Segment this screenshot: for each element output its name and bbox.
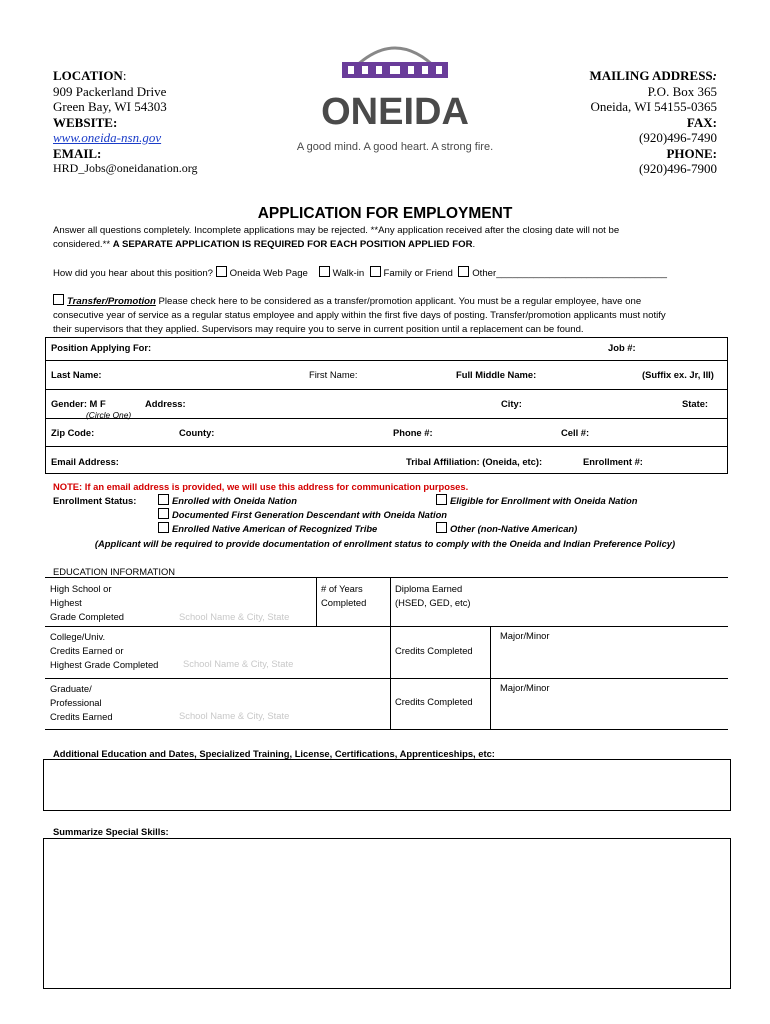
high-school-label xyxy=(50,582,124,624)
college-label xyxy=(50,630,158,672)
form-title: APPLICATION FOR EMPLOYMENT xyxy=(257,205,513,222)
college-major-minor[interactable]: Major/Minor xyxy=(500,630,550,641)
family-friend-label: Family or Friend xyxy=(383,268,453,279)
other-checkbox[interactable] xyxy=(458,266,469,277)
enrollment-option-eligible[interactable] xyxy=(436,494,638,506)
web-page-label: Oneida Web Page xyxy=(229,268,308,279)
preference-policy-note: (Applicant will be required to provide documentation of enrollment status to comply with the Oneida and Indian Preference Policy) xyxy=(94,538,676,549)
hear-question: How did you hear about this position? xyxy=(53,268,213,279)
walk-in-checkbox[interactable] xyxy=(319,266,330,277)
years-completed-label xyxy=(321,582,366,610)
tribal-affiliation-label[interactable]: Tribal Affiliation: (Oneida, etc): xyxy=(406,456,543,467)
oneida-logo xyxy=(290,36,500,161)
mailing-label: MAILING ADDRESS xyxy=(589,68,713,83)
logo-wordmark: ONEIDA xyxy=(321,91,469,133)
family-friend-checkbox[interactable] xyxy=(370,266,381,277)
native-american-label: Enrolled Native American of Recognized Tribe xyxy=(172,523,378,534)
mailing-line2: Oneida, WI 54155-0365 xyxy=(590,99,717,114)
personal-info-table xyxy=(45,337,728,474)
city-label[interactable]: City: xyxy=(501,398,522,409)
graduate-label xyxy=(50,682,113,724)
years-line2: Completed xyxy=(321,597,367,608)
web-page-checkbox[interactable] xyxy=(216,266,227,277)
graduate-credits-completed[interactable]: Credits Completed xyxy=(395,696,473,707)
intro-line2a: considered.** xyxy=(53,239,113,250)
fax-value: (920)496-7490 xyxy=(639,130,717,145)
website-label: WEBSITE: xyxy=(53,114,118,130)
hs-line1: High School or xyxy=(50,583,112,594)
college-line1: College/Univ. xyxy=(50,631,106,642)
intro-line1: Answer all questions completely. Incomplete applications may be rejected. **Any application received after the closing date will not be xyxy=(53,225,620,236)
suffix-label[interactable]: (Suffix ex. Jr, III) xyxy=(642,369,714,380)
enrollment-number-label[interactable]: Enrollment #: xyxy=(583,456,643,467)
additional-education-label: Additional Education and Dates, Specialized Training, License, Certifications, Apprenticeships, etc: xyxy=(53,748,495,759)
last-name-label[interactable]: Last Name: xyxy=(51,369,102,380)
first-name-label[interactable]: First Name: xyxy=(309,369,358,380)
hs-line2: Highest xyxy=(50,597,82,608)
transfer-label: Transfer/Promotion xyxy=(67,296,156,307)
enrollment-status-label: Enrollment Status: xyxy=(53,495,137,506)
non-native-label: Other (non-Native American) xyxy=(450,523,578,534)
transfer-text1: Please check here to be considered as a transfer/promotion applicant. You must be a regular employee, have one xyxy=(155,296,642,307)
email-note: NOTE: If an email address is provided, we will use this address for communication purposes. xyxy=(53,481,469,492)
phone-value: (920)496-7900 xyxy=(639,161,717,176)
graduate-school-input[interactable]: School Name & City, State xyxy=(179,710,290,721)
eligible-label: Eligible for Enrollment with Oneida Nation xyxy=(450,495,638,506)
descendant-checkbox[interactable] xyxy=(158,508,169,519)
eligible-checkbox[interactable] xyxy=(436,494,447,505)
transfer-text3: their supervisors that they applied. Supervisors may require you to serve in current position until a replacement can be found. xyxy=(53,324,584,335)
hear-about-row xyxy=(53,266,733,281)
state-label[interactable]: State: xyxy=(682,398,709,409)
enrolled-oneida-checkbox[interactable] xyxy=(158,494,169,505)
diploma-line1: Diploma Earned xyxy=(395,583,463,594)
mailing-line1: P.O. Box 365 xyxy=(647,83,717,99)
grad-line1: Graduate/ xyxy=(50,683,92,694)
walk-in-label: Walk-in xyxy=(332,268,365,279)
diploma-line2: (HSED, GED, etc) xyxy=(395,597,471,608)
transfer-text2: consecutive year of service as a regular status employee and apply within the first five days of posting. Transfer/promotion applicants must notify xyxy=(53,310,666,321)
enrolled-oneida-label: Enrolled with Oneida Nation xyxy=(172,495,298,506)
location-line2: Green Bay, WI 54303 xyxy=(53,99,167,114)
email-address-label[interactable]: Email Address: xyxy=(51,456,119,467)
logo-tagline: A good mind. A good heart. A strong fire. xyxy=(296,141,494,153)
location-label: LOCATION xyxy=(53,68,123,83)
transfer-section xyxy=(53,294,733,337)
intro-line2c: . xyxy=(472,239,476,250)
fax-label: FAX: xyxy=(686,114,717,130)
native-american-checkbox[interactable] xyxy=(158,522,169,533)
hs-line3: Grade Completed xyxy=(50,611,124,622)
enrollment-option-descendant[interactable] xyxy=(158,508,447,520)
email-label: EMAIL: xyxy=(53,145,102,161)
location-line1: 909 Packerland Drive xyxy=(53,83,167,99)
college-school-input[interactable]: School Name & City, State xyxy=(183,658,294,669)
enrollment-option-other[interactable] xyxy=(436,522,577,534)
phone-label[interactable]: Phone #: xyxy=(393,427,433,438)
middle-name-label[interactable]: Full Middle Name: xyxy=(456,369,537,380)
diploma-label xyxy=(395,582,471,610)
additional-education-box[interactable] xyxy=(43,759,731,811)
other-label: Other________________________________ xyxy=(472,268,667,279)
county-label[interactable]: County: xyxy=(179,427,215,438)
separate-application-notice: A SEPARATE APPLICATION IS REQUIRED FOR EACH POSITION APPLIED FOR xyxy=(112,239,473,250)
zip-label[interactable]: Zip Code: xyxy=(51,427,95,438)
position-label[interactable]: Position Applying For: xyxy=(51,342,152,353)
education-heading: EDUCATION INFORMATION xyxy=(53,566,176,577)
website-link[interactable]: www.oneida-nsn.gov xyxy=(53,130,162,145)
enrollment-option-oneida[interactable] xyxy=(158,494,297,506)
email-value: HRD_Jobs@oneidanation.org xyxy=(53,161,198,175)
hs-school-input[interactable]: School Name & City, State xyxy=(179,611,290,622)
special-skills-label: Summarize Special Skills: xyxy=(53,826,169,837)
transfer-checkbox[interactable] xyxy=(53,294,64,305)
mailing-block: MAILING ADDRESS: P.O. Box 365 Oneida, WI 54155-0365 FAX: (920)496-7490 PHONE: (920)496-7900 xyxy=(589,68,717,176)
graduate-major-minor[interactable]: Major/Minor xyxy=(500,682,550,693)
cell-label[interactable]: Cell #: xyxy=(561,427,590,438)
location-block: LOCATION: 909 Packerland Drive Green Bay, WI 54303 WEBSITE: www.oneida-nsn.gov EMAIL: HRD_Jobs@oneidanation.org xyxy=(53,68,198,175)
enrollment-option-native[interactable] xyxy=(158,522,377,534)
non-native-checkbox[interactable] xyxy=(436,522,447,533)
education-table xyxy=(45,577,728,730)
special-skills-box[interactable] xyxy=(43,838,731,989)
job-number-label[interactable]: Job #: xyxy=(608,342,636,353)
grad-line3: Credits Earned xyxy=(50,711,113,722)
college-credits-completed[interactable]: Credits Completed xyxy=(395,645,473,656)
phone-label: PHONE: xyxy=(666,145,717,161)
circle-one-note: (Circle One) xyxy=(86,410,132,420)
college-line2: Credits Earned or xyxy=(50,645,124,656)
grad-line2: Professional xyxy=(50,697,102,708)
college-line3: Highest Grade Completed xyxy=(50,659,159,670)
address-label[interactable]: Address: xyxy=(145,398,186,409)
intro-text xyxy=(53,224,733,252)
years-line1: # of Years xyxy=(321,583,363,594)
descendant-label: Documented First Generation Descendant with Oneida Nation xyxy=(172,509,448,520)
gender-label[interactable]: Gender: M F xyxy=(51,398,106,409)
